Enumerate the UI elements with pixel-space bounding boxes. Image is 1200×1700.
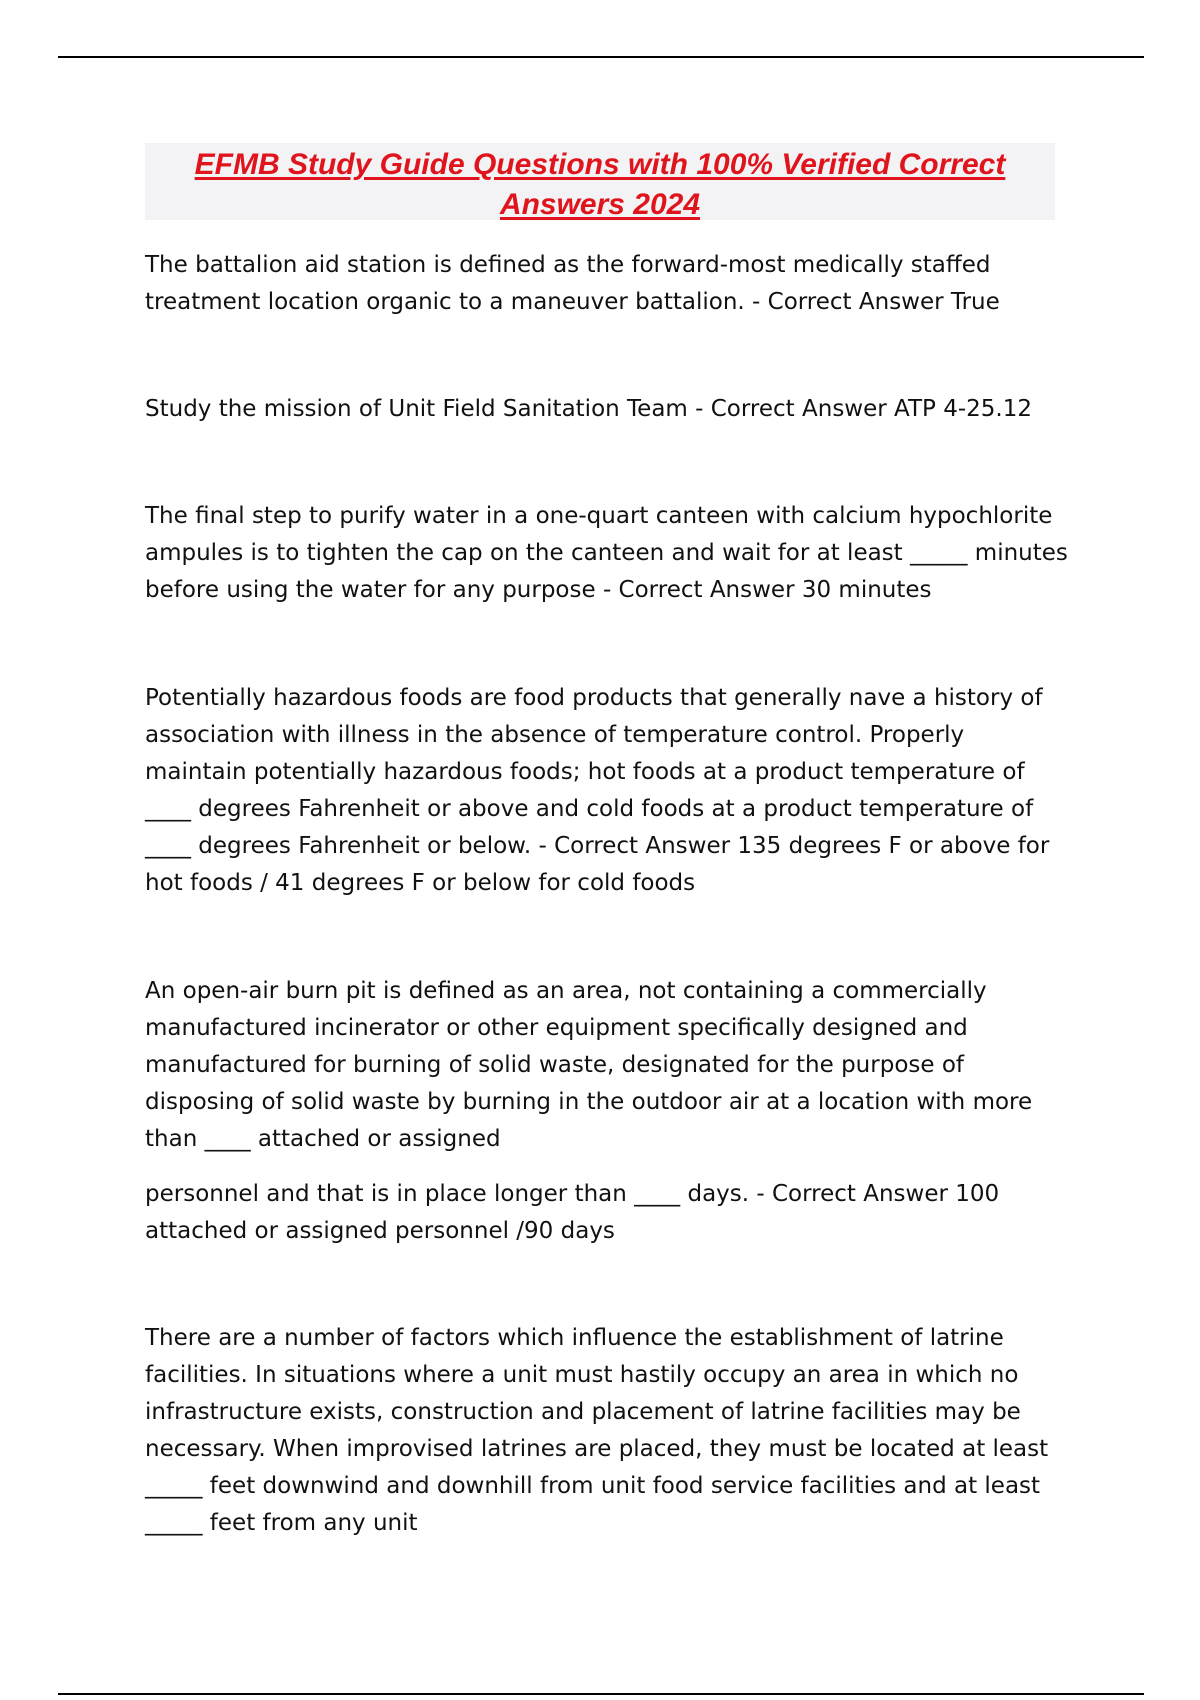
text-line: than ____ attached or assigned [145,1126,501,1152]
text-line: ampules is to tighten the cap on the canteen and wait for at least _____ minutes [145,540,1068,566]
text-line: An open-air burn pit is defined as an area, not containing a commercially [145,978,987,1004]
text-line: hot foods / 41 degrees F or below for cold foods [145,870,696,896]
text-line: maintain potentially hazardous foods; hot foods at a product temperature of [145,759,1025,785]
qa-item-latrine-facilities [145,1320,1065,1542]
qa-item-battalion-aid-station [145,247,1065,321]
text-line: treatment location organic to a maneuver battalion. - Correct Answer True [145,289,1000,315]
text-line: manufactured for burning of solid waste, designated for the purpose of [145,1052,965,1078]
text-line: disposing of solid waste by burning in the outdoor air at a location with more [145,1089,1033,1115]
text-line: The battalion aid station is defined as the forward-most medically staffed [145,252,991,278]
qa-item-hazardous-foods [145,680,1065,902]
text-line: attached or assigned personnel /90 days [145,1218,615,1244]
text-line: Study the mission of Unit Field Sanitation Team - Correct Answer ATP 4-25.12 [145,396,1032,422]
bottom-rule [58,1693,1144,1695]
text-line: _____ feet downwind and downhill from unit food service facilities and at least [145,1473,1041,1499]
qa-item-burn-pit-continued [145,1176,1065,1250]
text-line: There are a number of factors which influence the establishment of latrine [145,1325,1004,1351]
text-line: necessary. When improvised latrines are placed, they must be located at least [145,1436,1049,1462]
text-line: before using the water for any purpose - Correct Answer 30 minutes [145,577,932,603]
text-line: association with illness in the absence of temperature control. Properly [145,722,965,748]
text-line: manufactured incinerator or other equipment specifically designed and [145,1015,968,1041]
text-line: facilities. In situations where a unit must hastily occupy an area in which no [145,1362,1019,1388]
text-line: infrastructure exists, construction and placement of latrine facilities may be [145,1399,1021,1425]
text-line: ____ degrees Fahrenheit or above and cold foods at a product temperature of [145,796,1034,822]
top-rule [58,56,1144,58]
document-title [145,143,1055,220]
qa-item-water-purification [145,498,1068,609]
qa-item-field-sanitation-team [145,391,1065,428]
text-line: _____ feet from any unit [145,1510,418,1536]
text-line: personnel and that is in place longer than ____ days. - Correct Answer 100 [145,1181,1000,1207]
text-line: Potentially hazardous foods are food products that generally nave a history of [145,685,1043,711]
text-line: The final step to purify water in a one-quart canteen with calcium hypochlorite [145,503,1053,529]
title-line-1: EFMB Study Guide Questions with 100% Verified Correct [194,148,1006,181]
qa-item-burn-pit [145,973,1065,1158]
text-line: ____ degrees Fahrenheit or below. - Correct Answer 135 degrees F or above for [145,833,1050,859]
title-line-2: Answers 2024 [499,188,701,221]
